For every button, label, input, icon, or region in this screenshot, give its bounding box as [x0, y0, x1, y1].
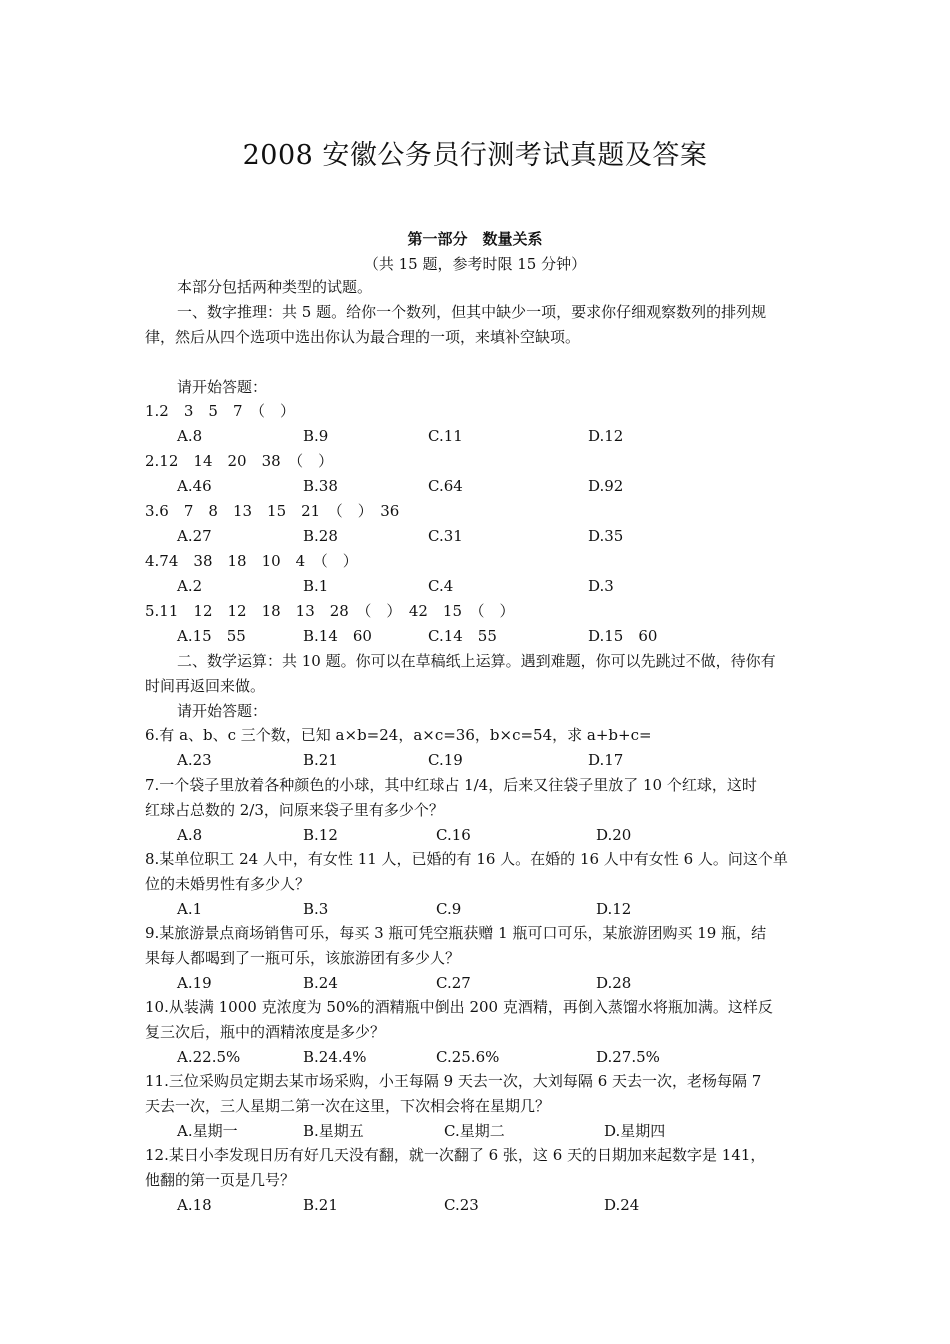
answer-option: D.27.5%: [596, 1048, 660, 1066]
answer-option: C.23: [444, 1196, 479, 1214]
answer-option: B.28: [303, 527, 338, 545]
answer-option: D.12: [588, 427, 624, 445]
answer-option: D.17: [588, 751, 624, 769]
answer-option: B.星期五: [303, 1122, 364, 1140]
answer-option: A.8: [177, 427, 203, 445]
part1-instruction-line2: 律，然后从四个选项中选出你认为最合理的一项，来填补空缺项。: [145, 328, 581, 346]
answer-option: B.14 60: [303, 627, 372, 645]
question-text: 红球占总数的 2/3，问原来袋子里有多少个？: [145, 801, 444, 819]
answer-option: C.4: [428, 577, 454, 595]
answer-option: C.9: [436, 900, 462, 918]
question-text: 9.某旅游景点商场销售可乐，每买 3 瓶可凭空瓶获赠 1 瓶可口可乐，某旅游团购买 19 瓶，结: [145, 924, 767, 942]
answer-option: C.16: [436, 826, 471, 844]
answer-option: A.2: [177, 577, 203, 595]
answer-option: C.星期二: [444, 1122, 505, 1140]
answer-option: C.14 55: [428, 627, 497, 645]
answer-option: A.星期一: [177, 1122, 238, 1140]
answer-option: B.3: [303, 900, 329, 918]
answer-option: A.18: [177, 1196, 212, 1214]
answer-option: B.9: [303, 427, 329, 445]
part2-start-prompt: 请开始答题：: [177, 702, 268, 720]
answer-option: D.28: [596, 974, 632, 992]
question-text: 复三次后，瓶中的酒精浓度是多少？: [145, 1023, 386, 1041]
question-text: 2.12 14 20 38 （ ）: [145, 452, 334, 470]
answer-option: A.46: [177, 477, 212, 495]
part2-instruction-line1: 二、数学运算：共 10 题。你可以在草稿纸上运算。遇到难题，你可以先跳过不做，待你有: [177, 652, 776, 670]
answer-option: B.24: [303, 974, 338, 992]
answer-option: C.64: [428, 477, 463, 495]
answer-option: D.星期四: [604, 1122, 666, 1140]
answer-option: C.11: [428, 427, 463, 445]
part1-start-prompt: 请开始答题：: [177, 378, 268, 396]
answer-option: C.31: [428, 527, 463, 545]
question-text: 8.某单位职工 24 人中，有女性 11 人，已婚的有 16 人。在婚的 16 人中有女性 6 人。问这个单: [145, 850, 788, 868]
question-text: 1.2 3 5 7 （ ）: [145, 402, 295, 420]
document-title: 2008 安徽公务员行测考试真题及答案: [242, 140, 708, 171]
question-text: 10.从装满 1000 克浓度为 50%的酒精瓶中倒出 200 克酒精，再倒入蒸馏水将瓶加满。这样反: [145, 998, 773, 1016]
answer-option: B.38: [303, 477, 338, 495]
answer-option: D.20: [596, 826, 632, 844]
question-text: 6.有 a、b、c 三个数，已知 a×b=24，a×c=36，b×c=54，求 a+b+c=: [145, 726, 652, 744]
question-text: 天去一次，三人星期二第一次在这里，下次相会将在星期几？: [145, 1097, 551, 1115]
answer-option: D.35: [588, 527, 624, 545]
answer-option: A.23: [177, 751, 212, 769]
section-intro: 本部分包括两种类型的试题。: [177, 278, 373, 296]
question-text: 他翻的第一页是几号？: [145, 1171, 296, 1189]
answer-option: A.22.5%: [177, 1048, 241, 1066]
question-text: 4.74 38 18 10 4 （ ）: [145, 552, 358, 570]
question-text: 12.某日小李发现日历有好几天没有翻，就一次翻了 6 张，这 6 天的日期加来起数字是 141，: [145, 1146, 766, 1164]
answer-option: C.27: [436, 974, 471, 992]
question-text: 果每人都喝到了一瓶可乐，该旅游团有多少人？: [145, 949, 461, 967]
answer-option: D.15 60: [588, 627, 658, 645]
answer-option: B.21: [303, 751, 338, 769]
question-text: 位的未婚男性有多少人？: [145, 875, 311, 893]
answer-option: A.1: [177, 900, 203, 918]
part1-instruction-line1: 一、数字推理：共 5 题。给你一个数列，但其中缺少一项，要求你仔细观察数列的排列规: [177, 303, 767, 321]
question-text: 3.6 7 8 13 15 21 （ ） 36: [145, 502, 400, 520]
section-subheading: （共 15 题，参考时限 15 分钟）: [363, 255, 587, 273]
question-text: 7.一个袋子里放着各种颜色的小球，其中红球占 1/4，后来又往袋子里放了 10 个红球，这时: [145, 776, 757, 794]
question-text: 5.11 12 12 18 13 28 （ ） 42 15 （ ）: [145, 602, 515, 620]
answer-option: D.3: [588, 577, 614, 595]
answer-option: C.19: [428, 751, 463, 769]
answer-option: B.12: [303, 826, 338, 844]
question-text: 11.三位采购员定期去某市场采购，小王每隔 9 天去一次，大刘每隔 6 天去一次，老杨每隔 7: [145, 1072, 762, 1090]
answer-option: A.15 55: [177, 627, 246, 645]
answer-option: B.21: [303, 1196, 338, 1214]
answer-option: B.24.4%: [303, 1048, 367, 1066]
answer-option: A.8: [177, 826, 203, 844]
answer-option: D.24: [604, 1196, 640, 1214]
answer-option: A.27: [177, 527, 212, 545]
answer-option: D.12: [596, 900, 632, 918]
answer-option: B.1: [303, 577, 329, 595]
answer-option: C.25.6%: [436, 1048, 500, 1066]
section-heading: 第一部分 数量关系: [407, 230, 543, 248]
answer-option: D.92: [588, 477, 624, 495]
answer-option: A.19: [177, 974, 212, 992]
part2-instruction-line2: 时间再返回来做。: [145, 677, 266, 695]
